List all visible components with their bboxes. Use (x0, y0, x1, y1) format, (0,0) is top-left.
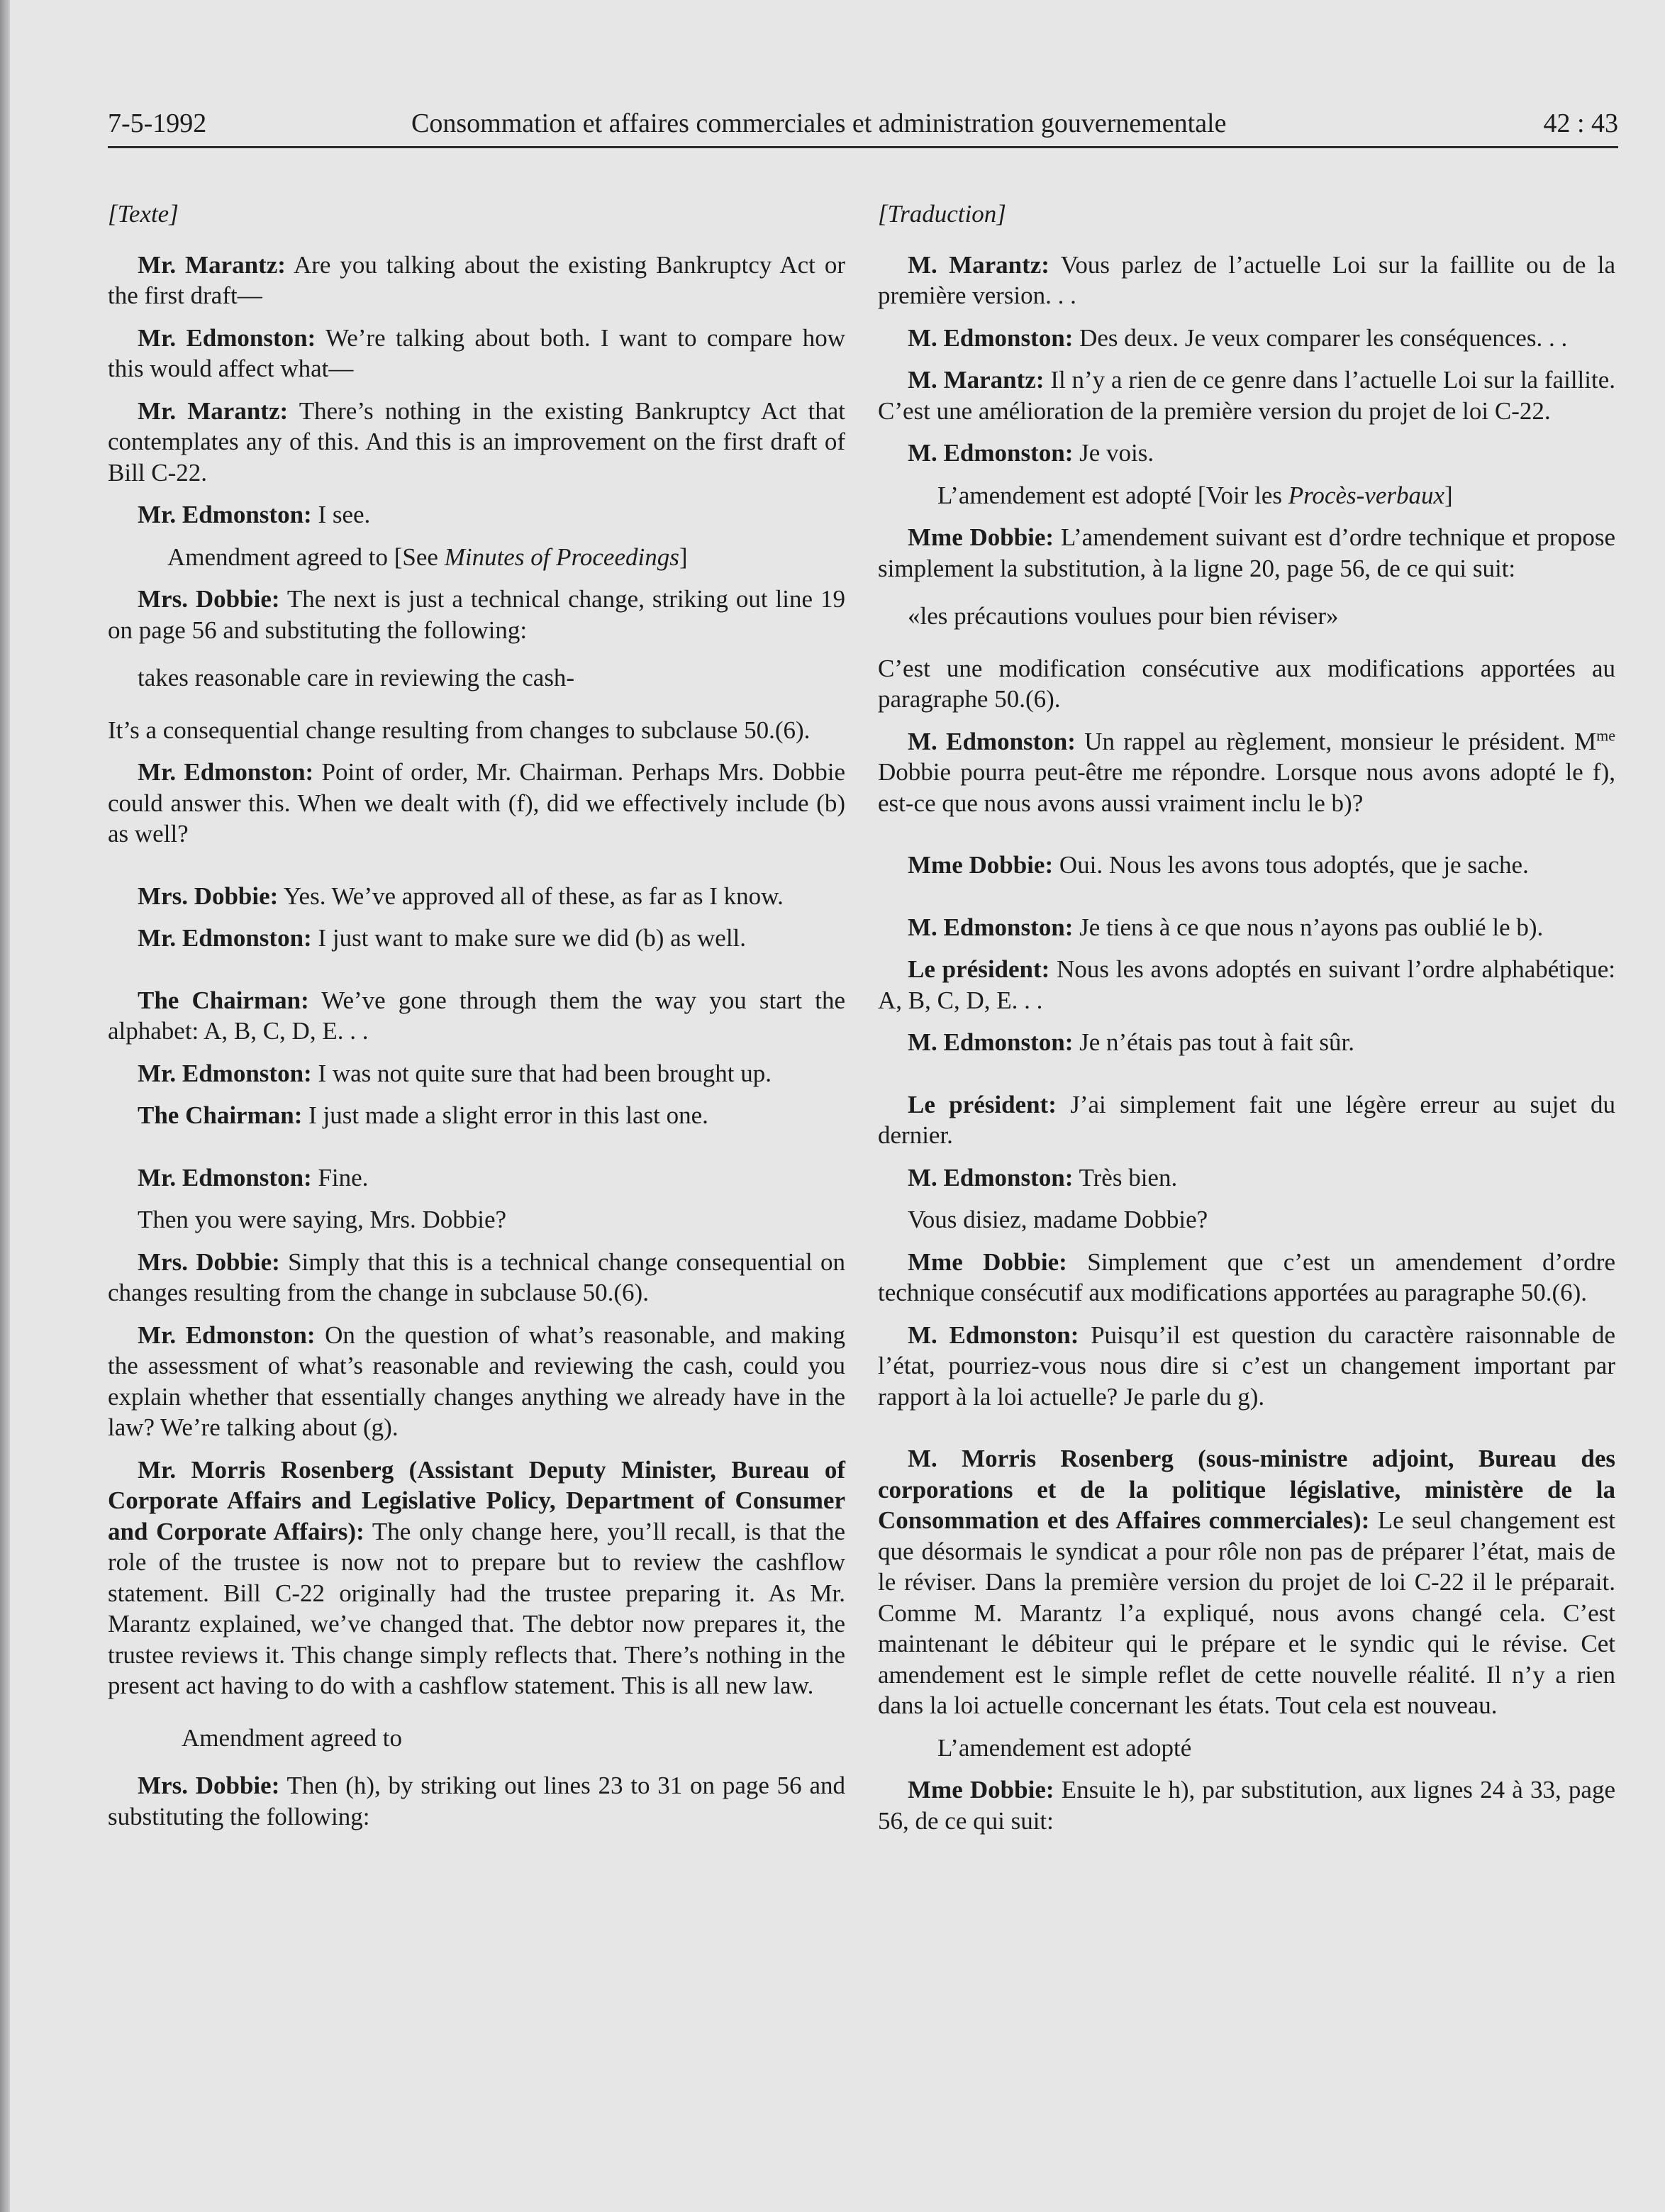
paragraph-13 (878, 1089, 1615, 1151)
paragraph-16 (878, 1247, 1615, 1308)
speech: The only change here, you’ll recall, is that the role of the trustee is now not to prepare but to review the cashflow statement. Bill C-22 originally had the trustee preparing it. As Mr. Marantz explained, we’ve changed that. The debtor now prepares it, the trustee reviews it. This change simply reflects that. There’s nothing in the present act having to do with a cashflow statement. This is all new law. (108, 1517, 845, 1699)
header-page-number: 42 : 43 (1543, 109, 1618, 138)
speech: I was not quite sure that had been brought up. (318, 1059, 772, 1087)
speech-part-a: Un rappel au règlement, monsieur le président. M (1084, 727, 1597, 755)
speech: Des deux. Je veux comparer les conséquences. . . (1079, 323, 1568, 352)
note-italic: Procès-verbaux (1288, 481, 1445, 509)
speaker: Mr. Marantz: (138, 396, 289, 425)
paragraph-12 (108, 1058, 845, 1089)
paragraph-18 (878, 1443, 1615, 1721)
paragraph-12 (878, 1027, 1615, 1058)
paragraph-3 (878, 365, 1615, 426)
speech: Il n’y a rien de ce genre dans l’actuelle Loi sur la faillite. C’est une amélioration de la première version du projet de loi C-22. (878, 366, 1615, 425)
speaker: M. Edmonston: (908, 439, 1074, 467)
speaker: Mr. Edmonston: (138, 501, 312, 528)
speaker: Mrs. Dobbie: (138, 1772, 280, 1799)
paragraph-4 (878, 438, 1615, 469)
english-column (108, 199, 845, 1843)
speech: Vous parlez de l’actuelle Loi sur la faillite ou de la première version. . . (878, 250, 1615, 309)
paragraph-14 (108, 1162, 845, 1194)
paragraph-1 (878, 250, 1615, 311)
speech: Je vois. (1079, 439, 1154, 467)
paragraph-16 (108, 1247, 845, 1308)
paragraph-10 (108, 923, 845, 954)
speech: Point of order, Mr. Chairman. Perhaps Mrs. Dobbie could answer this. When we dealt with (f), did we effectively include (b) as well? (108, 758, 846, 847)
speech: I see. (318, 501, 371, 528)
speech-part-b: Dobbie pourra peut-être me répondre. Lorsque nous avons adopté le f), est-ce que nous avons aussi vraiment inclu le b)? (878, 758, 1615, 817)
speaker: The Chairman: (138, 986, 309, 1014)
speaker: M. Edmonston: (908, 1163, 1074, 1191)
paragraph-20 (878, 1774, 1615, 1836)
note-suffix: ] (1444, 481, 1453, 509)
speech: We’re talking about both. I want to compare how this would affect what— (108, 323, 845, 382)
section-label-traduction: [Traduction] (878, 200, 1006, 228)
speech: Simply that this is a technical change consequential on changes resulting from the change in subclause 50.(6). (108, 1247, 846, 1306)
speaker: M. Marantz: (908, 366, 1045, 394)
speaker: Le président: (908, 1090, 1057, 1118)
paragraph-7: It’s a consequential change resulting from changes to subclause 50.(6). (108, 716, 811, 744)
speaker: Mrs. Dobbie: (138, 1247, 280, 1276)
paragraph-11 (108, 985, 845, 1047)
speaker: Mrs. Dobbie: (138, 585, 280, 613)
speech: We’ve gone through them the way you start the alphabet: A, B, C, D, E. . . (108, 986, 845, 1045)
speech: Je n’étais pas tout à fait sûr. (1079, 1028, 1354, 1056)
speaker: Mme Dobbie: (908, 1776, 1054, 1803)
paragraph-3 (108, 396, 845, 489)
paragraph-11 (878, 954, 1615, 1016)
speech: Le seul changement est que désormais le syndicat a pour rôle non pas de préparer l’état, mais de le réviser. Dans la première version du projet de loi C-22 il le préparait. Comme M. Marantz l’a expliqué, nous avons changé cela. C’est maintenant le débiteur qui le prépare et le syndic qui le révise. Cet amendement est le simple reflet de cette nouvelle réalité. Il n’y a rien dans la loi actuelle concernant les états. Tout cela est nouveau. (878, 1506, 1616, 1719)
speaker: Mrs. Dobbie: (138, 882, 279, 910)
paragraph-17 (108, 1320, 845, 1443)
paragraph-6 (108, 584, 845, 645)
amendment-agreed-note-2: L’amendement est adopté (937, 1733, 1192, 1762)
header-date: 7-5-1992 (108, 109, 207, 138)
paragraph-9 (108, 881, 845, 912)
paragraph-17 (878, 1320, 1615, 1413)
section-label-texte: [Texte] (108, 200, 179, 228)
speaker: Mr. Edmonston: (138, 924, 312, 952)
speech: L’amendement suivant est d’ordre technique et propose simplement la substitution, à la ligne 20, page 56, de ce qui suit: (878, 523, 1615, 582)
paragraph-8 (878, 726, 1615, 819)
speaker: M. Edmonston: (908, 1028, 1074, 1056)
speaker: M. Marantz: (908, 250, 1049, 279)
note-text: L’amendement est adopté [Voir les (937, 481, 1288, 509)
paragraph-2 (108, 323, 845, 384)
speech: Are you talking about the existing Bankruptcy Act or the first draft— (108, 250, 845, 309)
speech: Très bien. (1079, 1163, 1178, 1191)
paragraph-14 (878, 1162, 1615, 1194)
header-rule (108, 146, 1618, 148)
paragraph-18 (108, 1455, 845, 1701)
paragraph-8 (108, 757, 845, 850)
speaker: Mme Dobbie: (908, 851, 1054, 879)
speech: J’ai simplement fait une légère erreur au sujet du dernier. (878, 1090, 1615, 1149)
french-column (878, 199, 1615, 1847)
note-suffix: ] (679, 543, 688, 571)
page-header (108, 108, 1618, 146)
speech: Fine. (318, 1163, 369, 1191)
paragraph-7: C’est une modification consécutive aux modifications apportées au paragraphe 50.(6). (878, 654, 1615, 713)
speaker: The Chairman: (138, 1101, 303, 1129)
speech: Simplement que c’est un amendement d’ordre technique consécutif aux modifications apportées au paragraphe 50.(6). (878, 1247, 1615, 1306)
quoted-amendment-text: «les précautions voulues pour bien réviser» (908, 602, 1339, 630)
paragraph-1 (108, 250, 845, 311)
speaker: M. Edmonston: (908, 913, 1074, 941)
speech: The next is just a technical change, striking out line 19 on page 56 and substituting the following: (108, 585, 845, 644)
paragraph-10 (878, 912, 1615, 943)
speaker: Mr. Edmonston: (138, 1059, 312, 1087)
amendment-agreed-note (878, 480, 1615, 511)
paragraph-2 (878, 323, 1615, 354)
speaker: Mr. Edmonston: (138, 1321, 316, 1349)
speaker: Le président: (908, 955, 1050, 983)
speaker: Mr. Marantz: (138, 250, 286, 279)
paragraph-9 (878, 850, 1615, 881)
speaker: M. Morris Rosenberg (sous-ministre adjoint, Bureau des corporations et de la politique législative, ministère de la Consommation et des Affaires commerciales): (878, 1445, 1615, 1534)
speaker: Mr. Edmonston: (138, 323, 316, 352)
speaker: Mr. Edmonston: (138, 1163, 312, 1191)
speech: I just want to make sure we did (b) as well. (318, 924, 747, 952)
paragraph-13 (108, 1100, 845, 1131)
speaker: M. Edmonston: (908, 727, 1076, 755)
speaker: M. Edmonston: (908, 323, 1074, 352)
amendment-agreed-note-2: Amendment agreed to (182, 1723, 403, 1752)
speech: Nous les avons adoptés en suivant l’ordre alphabétique: A, B, C, D, E. . . (878, 955, 1616, 1014)
paragraph-4 (108, 499, 845, 530)
speech: Then (h), by striking out lines 23 to 31 on page 56 and substituting the following: (108, 1772, 845, 1830)
quoted-amendment-text: takes reasonable care in reviewing the cash- (138, 664, 575, 691)
paragraph-15: Vous disiez, madame Dobbie? (908, 1206, 1208, 1233)
speaker: Mr. Edmonston: (138, 758, 314, 786)
page-binding-shadow (0, 0, 10, 2212)
speech: I just made a slight error in this last one. (308, 1101, 708, 1129)
speech: On the question of what’s reasonable, and making the assessment of what’s reasonable and reviewing the cash, could you explain whether that essentially changes anything we already have in the law? We’re talking about (g). (108, 1321, 845, 1441)
speaker: M. Edmonston: (908, 1321, 1079, 1349)
paragraph-20 (108, 1770, 845, 1832)
paragraph-15: Then you were saying, Mrs. Dobbie? (138, 1206, 507, 1233)
speech: Puisqu’il est question du caractère raisonnable de l’état, pourriez-vous nous dire si c’est un changement important par rapport à la loi actuelle? Je parle du g). (878, 1321, 1615, 1411)
speech: Je tiens à ce que nous n’ayons pas oublié le b). (1079, 913, 1544, 941)
header-title: Consommation et affaires commerciales et administration gouvernementale (411, 109, 1227, 138)
note-text: Amendment agreed to [See (167, 543, 445, 571)
speaker: Mme Dobbie: (908, 1247, 1067, 1276)
speaker: Mme Dobbie: (908, 523, 1054, 551)
paragraph-6 (878, 522, 1615, 584)
speaker: Mr. Morris Rosenberg (Assistant Deputy Minister, Bureau of Corporate Affairs and Legislative Policy, Department of Consumer and Corporate Affairs): (108, 1455, 845, 1545)
amendment-agreed-note (108, 542, 845, 573)
superscript: me (1596, 726, 1616, 744)
note-italic: Minutes of Proceedings (444, 543, 679, 571)
speech: There’s nothing in the existing Bankruptcy Act that contemplates any of this. And this is an improvement on the first draft of Bill C-22. (108, 396, 845, 487)
speech: Yes. We’ve approved all of these, as far as I know. (283, 882, 784, 910)
speech: Ensuite le h), par substitution, aux lignes 24 à 33, page 56, de ce qui suit: (878, 1776, 1615, 1835)
speech: Oui. Nous les avons tous adoptés, que je sache. (1059, 851, 1529, 879)
